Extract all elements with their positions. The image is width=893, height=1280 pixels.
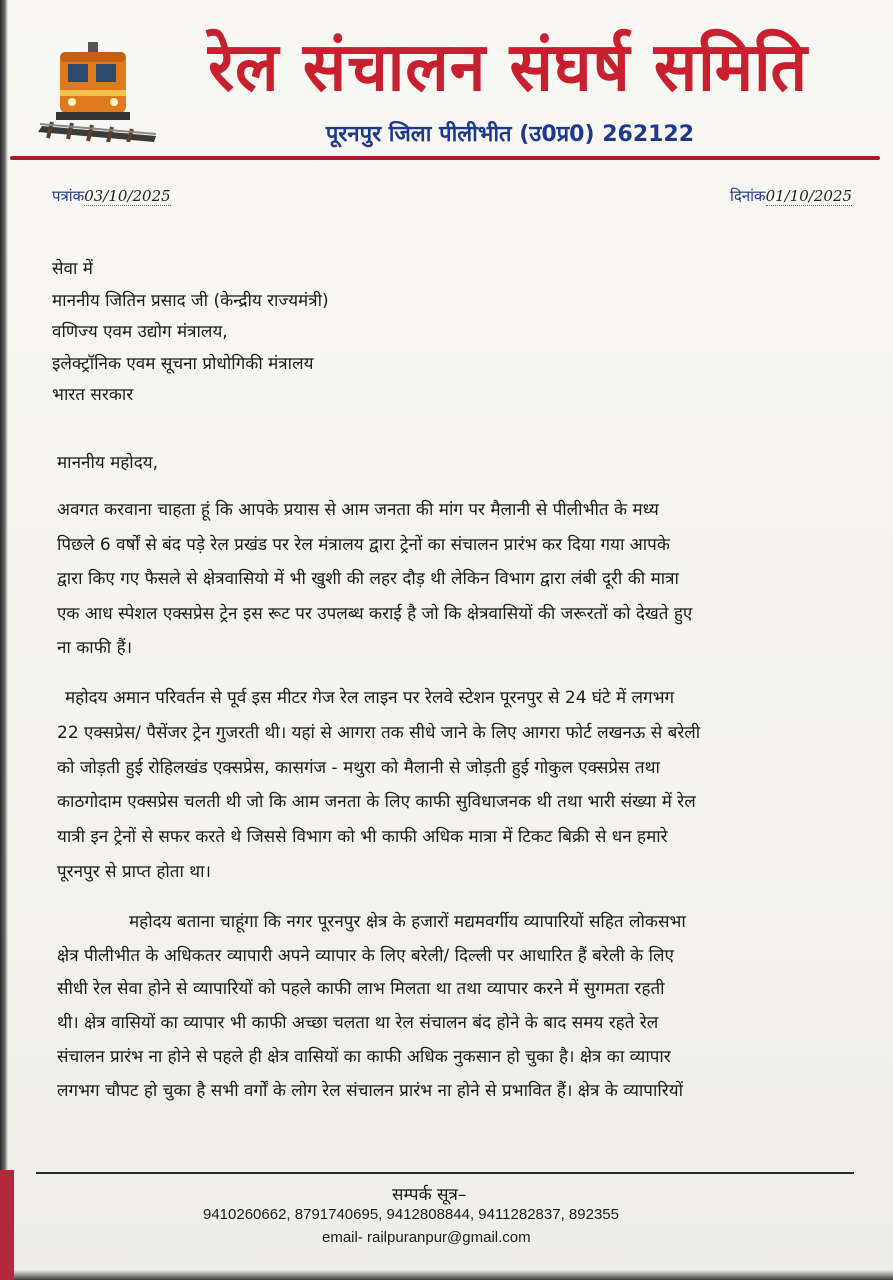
paragraph-line: एक आध स्पेशल एक्सप्रेस ट्रेन इस रूट पर उपलब्ध कराई है जो कि क्षेत्रवासियों की जरूरतों को देखते हुए [57, 603, 693, 624]
paragraph-line: सीधी रेल सेवा होने से व्यापारियों को पहले काफी लाभ मिलता था तथा व्यापार करने में सुगमता रहती [57, 979, 665, 1000]
header-divider [10, 156, 880, 160]
date-label: दिनांक [730, 187, 766, 205]
paragraph-line: महोदय बताना चाहूंगा कि नगर पूरनपुर क्षेत्र के हजारों मद्यमवर्गीय व्यापारियों सहित लोकसभा [129, 912, 686, 932]
address-line: वणिज्य एवम उद्योग मंत्रालय, [52, 322, 228, 342]
letterhead-subtitle: पूरनपुर जिला पीलीभीत (उ0प्र0) 262122 [325, 122, 695, 147]
paragraph-line: 22 एक्सप्रेस/ पैसेंजर ट्रेन गुजरती थी। यहां से आगरा तक सीधे जाने के लिए आगरा फोर्ट लखनऊ से बरेली [57, 722, 701, 743]
address-line: इलेक्ट्रॉनिक एवम सूचना प्रोधोगिकी मंत्रालय [52, 353, 314, 374]
train-icon [38, 34, 158, 142]
letterhead-title: रेल संचालन संघर्ष समिति [207, 29, 809, 107]
paragraph-line: को जोड़ती हुई रोहिलखंड एक्सप्रेस, कासगंज - मथुरा को मैलानी से जोड़ती हुई गोकुल एक्सप्रेस तथा [57, 757, 660, 778]
paragraph-line: अवगत करवाना चाहता हूं कि आपके प्रयास से आम जनता की मांग पर मैलानी से पीलीभीत के मध्य [57, 500, 659, 520]
contact-email[interactable]: email- railpuranpur@gmail.com [322, 1229, 531, 1246]
paragraph-line: ना काफी हैं। [57, 638, 133, 658]
reference-label: पत्रांक [52, 187, 85, 205]
background-red-corner [0, 1170, 14, 1280]
paragraph-line: संचालन प्रारंभ ना होने से पहले ही क्षेत्र वासियों का काफी अधिक नुकसान हो चुका है। क्षेत्र का व्यापार [57, 1046, 671, 1067]
reference-value: 03/10/2025 [84, 187, 171, 205]
salutation: माननीय महोदय, [57, 453, 158, 473]
paragraph-line: लगभग चौपट हो चुका है सभी वर्गों के लोग रेल संचालन प्रारंभ ना होने से प्रभावित हैं। क्षेत्र के व्यापारियों [57, 1080, 683, 1101]
recipient-address [52, 254, 329, 412]
footer-divider [36, 1172, 854, 1174]
paragraph-line: काठगोदाम एक्सप्रेस चलती थी जो कि आम जनता के लिए काफी सुविधाजनक थी तथा भारी संख्या में रेल [57, 792, 696, 813]
photo-edge-bottom [0, 1270, 893, 1280]
paragraph-line: थी। क्षेत्र वासियों का व्यापार भी काफी अच्छा चलता था रेल संचालन बंद होने के बाद समय रहते रेल [57, 1013, 659, 1034]
address-line: सेवा में [52, 259, 93, 279]
address-line: भारत सरकार [52, 385, 134, 405]
paragraph-line: क्षेत्र पीलीभीत के अधिकतर व्यापारी अपने व्यापार के लिए बरेली/ दिल्ली पर आधारित हैं बरेली के लिए [57, 945, 674, 966]
address-line: माननीय जितिन प्रसाद जी (केन्द्रीय राज्यमंत्री) [52, 290, 329, 311]
paragraph-line: यात्री इन ट्रेनों से सफर करते थे जिससे विभाग को भी काफी अधिक मात्रा में टिकट बिक्री से धन हमारे [57, 827, 668, 848]
contact-label: सम्पर्क सूत्र– [392, 1185, 467, 1205]
body-paragraph-2 [57, 681, 847, 890]
letter-date [730, 186, 852, 206]
paragraph-line: पिछले 6 वर्षों से बंद पड़े रेल प्रखंड पर रेल मंत्रालय द्वारा ट्रेनों का संचालन प्रारंभ कर दिया गया आपके [57, 534, 670, 555]
date-value: 01/10/2025 [765, 187, 853, 205]
photo-edge-left [0, 0, 8, 1280]
paragraph-line: पूरनपुर से प्राप्त होता था। [57, 861, 211, 882]
body-paragraph-3 [57, 906, 847, 1108]
paragraph-line: महोदय अमान परिवर्तन से पूर्व इस मीटर गेज रेल लाइन पर रेलवे स्टेशन पूरनपुर से 24 घंटे में लगभग [65, 688, 675, 708]
contact-phones: 9410260662, 8791740695, 9412808844, 9411282837, 892355 [203, 1206, 619, 1223]
reference-number [52, 186, 171, 206]
body-paragraph-1 [57, 493, 847, 666]
paragraph-line: द्वारा किए गए फैसले से क्षेत्रवासियो में भी खुशी की लहर दौड़ थी लेकिन विभाग द्वारा लंबी दूरी की मात्रा [57, 569, 679, 589]
